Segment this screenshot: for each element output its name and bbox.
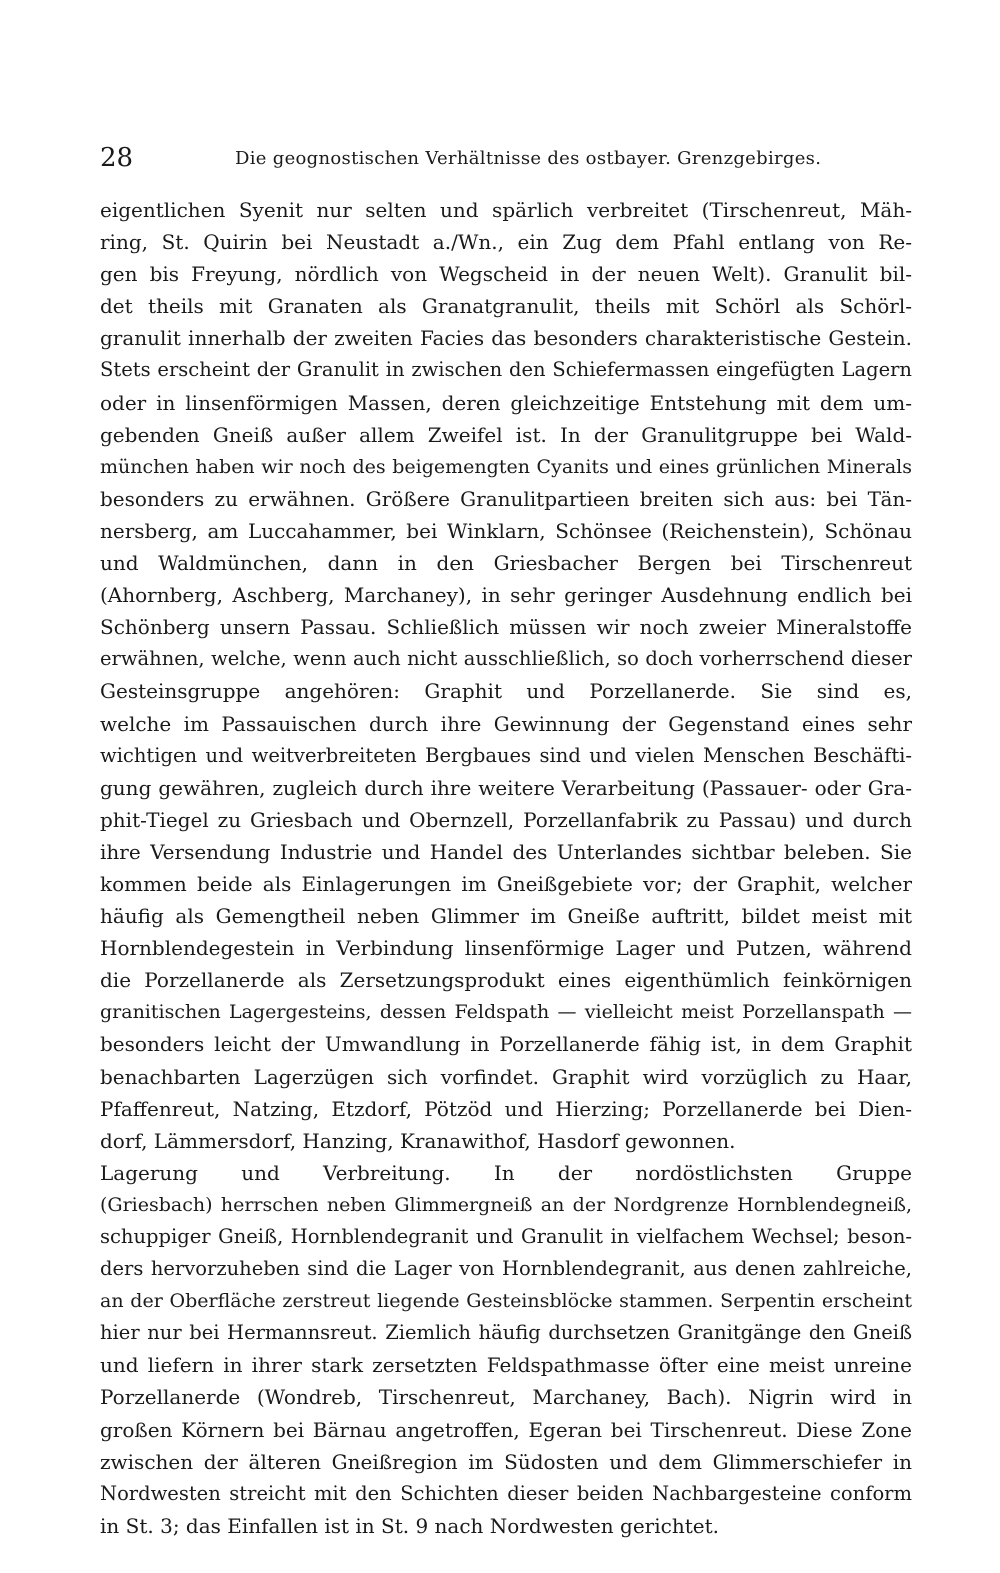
book-page xyxy=(100,140,912,1542)
text-line: die Porzellanerde als Zersetzungsprodukt eines eigenthümlich feinkörnigen xyxy=(100,968,912,993)
text-line: ring, St. Quirin bei Neustadt a./Wn., ein Zug dem Pfahl entlang von Re- xyxy=(100,230,912,255)
text-line: dorf, Lämmersdorf, Hanzing, Kranawithof, Hasdorf gewonnen. xyxy=(100,1128,736,1153)
running-head xyxy=(100,140,912,184)
text-line: erwähnen, welche, wenn auch nicht ausschließlich, so doch vorherrschend dieser xyxy=(100,647,912,671)
text-line: besonders zu erwähnen. Größere Granulitpartieen breiten sich aus: bei Tän- xyxy=(100,486,912,511)
page-number: 28 xyxy=(100,143,134,173)
text-line: münchen haben wir noch des beigemengten Cyanits und eines grünlichen Minerals xyxy=(100,455,912,478)
text-line: oder in linsenförmigen Massen, deren gleichzeitige Entstehung mit dem um- xyxy=(100,390,912,415)
text-line: Schönberg unsern Passau. Schließlich müssen wir noch zweier Mineralstoffe xyxy=(100,615,912,640)
text-line: ders hervorzuheben sind die Lager von Hornblendegranit, aus denen zahlreiche, xyxy=(100,1257,912,1281)
text-line: nersberg, am Luccahammer, bei Winklarn, Schönsee (Reichenstein), Schönau xyxy=(100,518,912,543)
text-line: benachbarten Lagerzügen sich vorfindet. Graphit wird vorzüglich zu Haar, xyxy=(100,1064,912,1089)
text-line: phit-Tiegel zu Griesbach und Obernzell, Porzellanfabrik zu Passau) und durch xyxy=(100,807,912,832)
text-line: gen bis Freyung, nördlich von Wegscheid in der neuen Welt). Granulit bil- xyxy=(100,262,912,287)
text-line: häufig als Gemengtheil neben Glimmer im Gneiße auftritt, bildet meist mit xyxy=(100,904,912,929)
text-line: (Griesbach) herrschen neben Glimmergneiß an der Nordgrenze Hornblendegneiß, xyxy=(100,1193,912,1216)
text-line: Lagerung und Verbreitung. In der nordöstlichsten Gruppe xyxy=(100,1160,912,1185)
text-line: in St. 3; das Einfallen ist in St. 9 nach Nordwesten gerichtet. xyxy=(100,1513,719,1538)
text-line: det theils mit Granaten als Granatgranulit, theils mit Schörl als Schörl- xyxy=(100,294,912,319)
text-line: zwischen der älteren Gneißregion im Südosten und dem Glimmerschiefer in xyxy=(100,1449,912,1474)
text-line: Gesteinsgruppe angehören: Graphit und Porzellanerde. Sie sind es, xyxy=(100,679,912,704)
text-line: eigentlichen Syenit nur selten und spärlich verbreitet (Tirschenreut, Mäh- xyxy=(100,198,912,222)
text-line: Nordwesten streicht mit den Schichten dieser beiden Nachbargesteine conform xyxy=(100,1481,912,1505)
body-text xyxy=(100,194,912,1542)
text-line: wichtigen und weitverbreiteten Bergbaues sind und vielen Menschen Beschäfti- xyxy=(100,743,912,767)
text-line: und Waldmünchen, dann in den Griesbacher Bergen bei Tirschenreut xyxy=(100,551,912,576)
text-line: schuppiger Gneiß, Hornblendegranit und Granulit in vielfachem Wechsel; beson- xyxy=(100,1225,912,1248)
text-line: Stets erscheint der Granulit in zwischen den Schiefermassen eingefügten Lagern xyxy=(100,358,912,382)
text-line: Porzellanerde (Wondreb, Tirschenreut, Marchaney, Bach). Nigrin wird in xyxy=(100,1385,912,1410)
text-line: an der Oberfläche zerstreut liegende Gesteinsblöcke stammen. Serpentin erscheint xyxy=(100,1290,912,1313)
text-line: granitischen Lagergesteins, dessen Feldspath — vielleicht meist Porzellanspath — xyxy=(100,1001,912,1024)
text-line: Hornblendegestein in Verbindung linsenförmige Lager und Putzen, während xyxy=(100,936,912,961)
text-line: hier nur bei Hermannsreut. Ziemlich häufig durchsetzen Granitgänge den Gneiß xyxy=(100,1321,912,1345)
text-line: ihre Versendung Industrie und Handel des Unterlandes sichtbar beleben. Sie xyxy=(100,839,912,864)
text-line: granulit innerhalb der zweiten Facies das besonders charakteristische Gestein. xyxy=(100,326,912,351)
text-line: welche im Passauischen durch ihre Gewinnung der Gegenstand eines sehr xyxy=(100,711,912,736)
text-line: gebenden Gneiß außer allem Zweifel ist. In der Granulitgruppe bei Wald- xyxy=(100,422,912,447)
text-line: und liefern in ihrer stark zersetzten Feldspathmasse öfter eine meist unreine xyxy=(100,1353,912,1378)
text-line: kommen beide als Einlagerungen im Gneißgebiete vor; der Graphit, welcher xyxy=(100,871,912,896)
running-title: Die geognostischen Verhältnisse des ostbayer. Grenzgebirges. xyxy=(235,148,822,169)
text-line: besonders leicht der Umwandlung in Porzellanerde fähig ist, in dem Graphit xyxy=(100,1032,912,1057)
text-line: gung gewähren, zugleich durch ihre weitere Verarbeitung (Passauer- oder Gra- xyxy=(100,775,912,800)
text-line: Pfaffenreut, Natzing, Etzdorf, Pötzöd und Hierzing; Porzellanerde bei Dien- xyxy=(100,1096,912,1121)
text-line: großen Körnern bei Bärnau angetroffen, Egeran bei Tirschenreut. Diese Zone xyxy=(100,1417,912,1442)
text-line: (Ahornberg, Aschberg, Marchaney), in sehr geringer Ausdehnung endlich bei xyxy=(100,583,912,608)
